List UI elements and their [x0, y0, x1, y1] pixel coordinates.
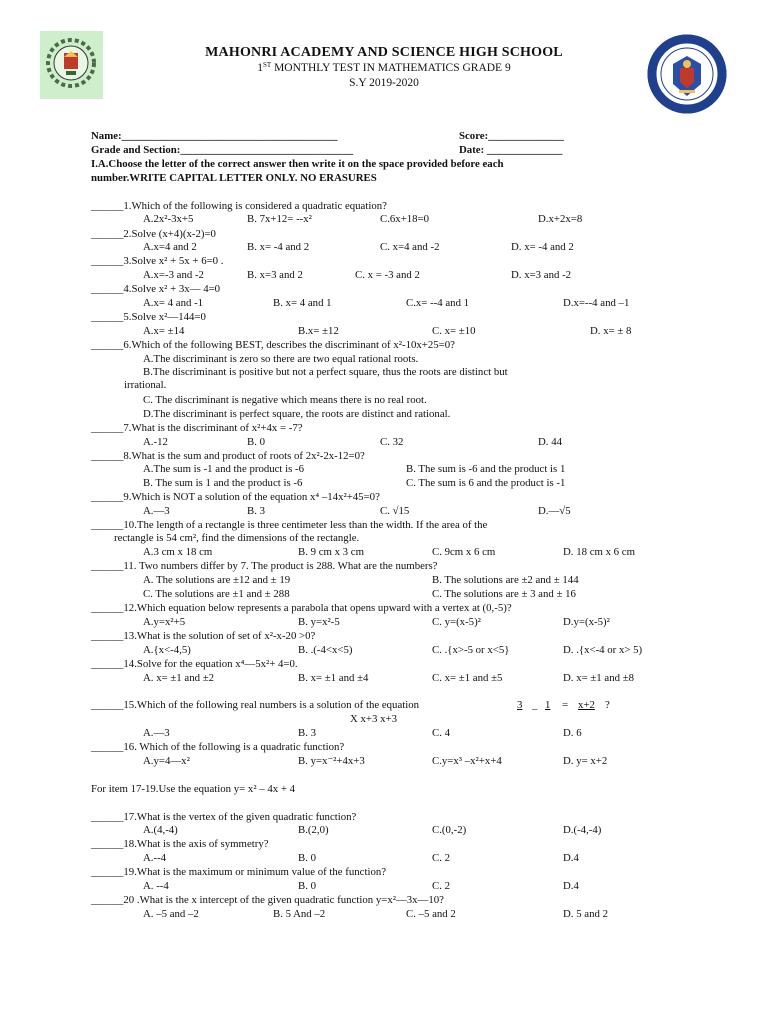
q20-choice-c: C. –5 and 2 [406, 908, 456, 920]
q15-denominators: X x+3 x+3 [350, 713, 397, 725]
question-14: ______14.Solve for the equation x⁴—5x²+ 4=0. [91, 658, 298, 670]
q15-numerator-2: 1 [545, 699, 551, 711]
q11-choice-c: C. The solutions are ±1 and ± 288 [143, 588, 290, 600]
instructions-line2: number.WRITE CAPITAL LETTER ONLY. NO ERASURES [91, 172, 377, 184]
q12-choice-d: D.y=(x-5)² [563, 616, 610, 628]
q18-choice-a: A.--4 [143, 852, 167, 864]
q13-choice-c: C. .{x>-5 or x<5} [432, 644, 510, 656]
grade-field: Grade and Section:________________________________ [91, 144, 354, 156]
q8-choice-c: B. The sum is 1 and the product is -6 [143, 477, 303, 489]
q4-choice-a: A.x= 4 and -1 [143, 297, 204, 309]
q1-choice-b: B. 7x+12= --x² [247, 213, 312, 225]
q9-choice-b: B. 3 [247, 505, 265, 517]
q15-choice-a: A.—3 [143, 727, 170, 739]
q15-choice-c: C. 4 [432, 727, 450, 739]
date-field: Date: ______________ [459, 144, 563, 156]
q17-choice-d: D.(-4,-4) [563, 824, 602, 836]
question-6: ______6.Which of the following BEST, describes the discriminant of x²-10x+25=0? [91, 339, 455, 351]
q17-choice-b: B.(2,0) [298, 824, 329, 836]
q10-choice-a: A.3 cm x 18 cm [143, 546, 213, 558]
test-title: 1ST MONTHLY TEST IN MATHEMATICS GRADE 9 [257, 61, 511, 74]
q3-choice-c: C. x = -3 and 2 [355, 269, 420, 281]
q15-minus: _ [532, 699, 538, 711]
q1-choice-c: C.6x+18=0 [380, 213, 430, 225]
q3-choice-a: A.x=-3 and -2 [143, 269, 204, 281]
q9-choice-d: D.—√5 [538, 505, 571, 517]
question-7: ______7.What is the discriminant of x²+4x = -7? [91, 422, 303, 434]
q15-choice-d: D. 6 [563, 727, 582, 739]
q8-choice-b: B. The sum is -6 and the product is 1 [406, 463, 566, 475]
q6-choice-d: D.The discriminant is perfect square, the roots are distinct and rational. [143, 408, 451, 420]
q20-choice-b: B. 5 And –2 [273, 908, 326, 920]
q4-choice-c: C.x= --4 and 1 [406, 297, 470, 309]
q1-choice-a: A.2x²-3x+5 [143, 213, 194, 225]
q5-choice-b: B.x= ±12 [298, 325, 339, 337]
question-15: ______15.Which of the following real numbers is a solution of the equation [91, 699, 420, 711]
school-year: S.Y 2019-2020 [349, 77, 419, 89]
q8-choice-a: A.The sum is -1 and the product is -6 [143, 463, 305, 475]
question-13: ______13.What is the solution of set of x²-x-20 >0? [91, 630, 316, 642]
q11-choice-b: B. The solutions are ±2 and ± 144 [432, 574, 579, 586]
question-3: ______3.Solve x² + 5x + 6=0 . [91, 255, 224, 267]
q19-choice-b: B. 0 [298, 880, 316, 892]
q15-numerator-1: 3 [517, 699, 523, 711]
name-field: Name:________________________________________ [91, 130, 338, 142]
question-19: ______19.What is the maximum or minimum value of the function? [91, 866, 387, 878]
q4-choice-b: B. x= 4 and 1 [273, 297, 332, 309]
question-8: ______8.What is the sum and product of roots of 2x²-2x-12=0? [91, 450, 365, 462]
q16-choice-b: B. y=x⁻²+4x+3 [298, 755, 365, 767]
q13-choice-a: A.{x<-4,5) [143, 644, 191, 656]
q20-choice-d: D. 5 and 2 [563, 908, 608, 920]
q6-choice-c: C. The discriminant is negative which means there is no real root. [143, 394, 427, 406]
q12-choice-b: B. y=x²-5 [298, 616, 340, 628]
q9-choice-a: A.—3 [143, 505, 170, 517]
q10-choice-d: D. 18 cm x 6 cm [563, 546, 635, 558]
q7-choice-d: D. 44 [538, 436, 562, 448]
question-1: ______1.Which of the following is considered a quadratic equation? [91, 200, 387, 212]
q7-choice-a: A.-12 [143, 436, 168, 448]
q14-choice-d: D. x= ±1 and ±8 [563, 672, 635, 684]
q15-numerator-3: x+2 [578, 699, 595, 711]
q19-choice-a: A. --4 [143, 880, 169, 892]
q18-choice-b: B. 0 [298, 852, 316, 864]
q10-choice-c: C. 9cm x 6 cm [432, 546, 496, 558]
q12-choice-a: A.y=x²+5 [143, 616, 186, 628]
question-9: ______9.Which is NOT a solution of the equation x⁴ –14x²+45=0? [91, 491, 380, 503]
question-20: ______20 .What is the x intercept of the given quadratic function y=x²—3x—10? [91, 894, 444, 906]
question-2: ______2.Solve (x+4)(x-2)=0 [91, 228, 216, 240]
q8-choice-d: C. The sum is 6 and the product is -1 [406, 477, 566, 489]
q10-choice-b: B. 9 cm x 3 cm [298, 546, 364, 558]
question-11: ______11. Two numbers differ by 7. The product is 288. What are the numbers? [91, 560, 438, 572]
question-10-cont: rectangle is 54 cm², find the dimensions of the rectangle. [114, 532, 360, 544]
q14-choice-b: B. x= ±1 and ±4 [298, 672, 369, 684]
question-17: ______17.What is the vertex of the given quadratic function? [91, 811, 357, 823]
q20-choice-a: A. –5 and –2 [143, 908, 199, 920]
q9-choice-c: C. √15 [380, 505, 410, 517]
q7-choice-c: C. 32 [380, 436, 404, 448]
q5-choice-a: A.x= ±14 [143, 325, 185, 337]
q11-choice-a: A. The solutions are ±12 and ± 19 [143, 574, 291, 586]
q13-choice-d: D. .{x<-4 or x> 5) [563, 644, 643, 656]
question-16: ______16. Which of the following is a quadratic function? [91, 741, 345, 753]
q17-choice-a: A.(4,-4) [143, 824, 178, 836]
q13-choice-b: B. .(-4<x<5) [298, 644, 353, 656]
q2-choice-c: C. x=4 and -2 [380, 241, 440, 253]
q6-choice-b-cont: irrational. [124, 379, 167, 391]
q17-choice-c: C.(0,-2) [432, 824, 467, 836]
q6-choice-a: A.The discriminant is zero so there are two equal rational roots. [143, 353, 419, 365]
q6-choice-b: B.The discriminant is positive but not a perfect square, thus the roots are distinct but [143, 366, 508, 378]
question-18: ______18.What is the axis of symmetry? [91, 838, 269, 850]
q5-choice-d: D. x= ± 8 [590, 325, 632, 337]
q18-choice-d: D.4 [563, 852, 579, 864]
question-12: ______12.Which equation below represents a parabola that opens upward with a vertex at (0,-5)? [91, 602, 512, 614]
q12-choice-c: C. y=(x-5)² [432, 616, 481, 628]
question-4: ______4.Solve x² + 3x— 4=0 [91, 283, 221, 295]
q2-choice-b: B. x= -4 and 2 [247, 241, 310, 253]
score-field: Score:______________ [459, 130, 564, 142]
school-name: MAHONRI ACADEMY AND SCIENCE HIGH SCHOOL [205, 45, 563, 60]
q19-choice-d: D.4 [563, 880, 579, 892]
q18-choice-c: C. 2 [432, 852, 450, 864]
question-10: ______10.The length of a rectangle is three centimeter less than the width. If the area of the [91, 519, 488, 531]
instructions-line1: I.A.Choose the letter of the correct answer then write it on the space provided before each [91, 158, 504, 170]
q19-choice-c: C. 2 [432, 880, 450, 892]
q14-choice-c: C. x= ±1 and ±5 [432, 672, 503, 684]
q15-question-mark: ? [605, 699, 610, 711]
q3-choice-d: D. x=3 and -2 [511, 269, 572, 281]
q4-choice-d: D.x=--4 and –1 [563, 297, 630, 309]
q16-choice-d: D. y= x+2 [563, 755, 608, 767]
q15-choice-b: B. 3 [298, 727, 316, 739]
q3-choice-b: B. x=3 and 2 [247, 269, 303, 281]
q2-choice-a: A.x=4 and 2 [143, 241, 197, 253]
question-5: ______5.Solve x²—144=0 [91, 311, 206, 323]
q11-choice-d: C. The solutions are ± 3 and ± 16 [432, 588, 576, 600]
q1-choice-d: D.x+2x=8 [538, 213, 583, 225]
q15-equals: = [562, 699, 569, 711]
q16-choice-a: A.y=4—x² [143, 755, 190, 767]
items-17-19-note: For item 17-19.Use the equation y= x² – 4x + 4 [91, 783, 296, 795]
q2-choice-d: D. x= -4 and 2 [511, 241, 574, 253]
q5-choice-c: C. x= ±10 [432, 325, 476, 337]
q14-choice-a: A. x= ±1 and ±2 [143, 672, 215, 684]
q7-choice-b: B. 0 [247, 436, 265, 448]
q16-choice-c: C.y=x³ –x²+x+4 [432, 755, 502, 767]
